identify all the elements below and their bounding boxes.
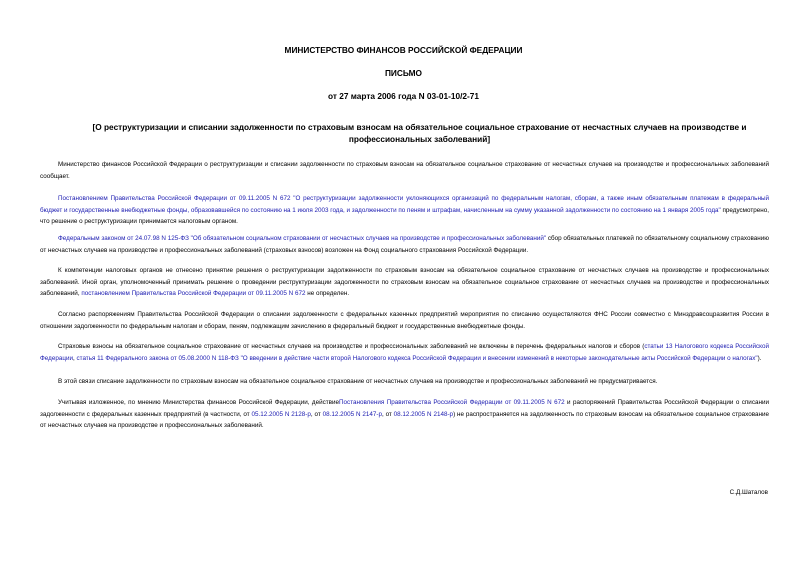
paragraph-text: К компетенции налоговых органов не отнесено принятие решения о реструктуризации задолженности по страховым взносам на обязательное социальное страхование от несчастных случаев на производстве и профессиональных заболеваний. Иной орган, уполномоченный принимать решение о проведении реструктуризации задолженности по страховым взносам на обязательное социальное страхование от несчастных случаев на производстве и профессиональных заболеваний, <box>40 267 769 298</box>
paragraph-text: ) не распространяется на задолженность по страховым взносам на обязательное социальное страхование от несчастных случаев на производстве и профессиональных заболеваний. <box>40 410 769 430</box>
paragraph-text: и распоряжений Правительства Российской Федерации о списании задолженности с федеральных казенных предприятий (в частности, от <box>40 399 769 418</box>
paragraph-5 <box>40 309 769 332</box>
paragraph-1 <box>40 159 769 182</box>
paragraph-text: , от <box>310 410 323 418</box>
document-link[interactable]: постановлением Правительства Российской Федерации от 09.11.2005 N 672 <box>81 290 306 298</box>
paragraph-text: , <box>72 354 77 362</box>
paragraph-text: Министерство финансов Российской Федерации о реструктуризации и списании задолженности по страховым взносам на обязательное социальное страхование от несчастных случаев на производстве и профессиональных заболеваний сообщает. <box>40 161 769 180</box>
document-link[interactable]: 08.12.2005 N 2148-р <box>393 410 454 418</box>
paragraph-7 <box>40 376 769 388</box>
paragraph-text: не определен. <box>305 290 350 298</box>
paragraph-2 <box>40 193 769 228</box>
paragraph-text: Учитывая изложенное, по мнению Министерства финансов Российской Федерации, действие <box>58 399 340 406</box>
paragraph-text: Согласно распоряжениям Правительства Российской Федерации о списании задолженности с федеральных казенных предприятий мероприятия по списанию осуществляются ФНС России совместно с Минздравсоцразвития России в отношении задолженности по федеральным налогам и сборам, пеням, подлежащим зачислению в федеральный бюджет и государственные внебюджетные фонды. <box>40 311 769 330</box>
document-date-number: от 27 марта 2006 года N 03-01-10/2-71 <box>327 91 480 101</box>
signature: С.Д.Шаталов <box>729 489 768 496</box>
document-link[interactable]: Постановлением Правительства Российской Федерации от 09.11.2005 N 672 "О реструктуризации задолженности уклоняющихся организаций по федеральным налогам, сборам, а также иным обязательным платежам в федеральный бюджет и государственные внебюджетные фонды, образовавшейся по состоянию на 1 июля 2003 года, и задолженности по пеням и штрафам, начисленным на сумму указанной задолженности по состоянию на 1 января 2005 года" <box>40 195 769 214</box>
document-link[interactable]: 05.12.2005 N 2128-р <box>251 410 311 418</box>
document-subject: [О реструктуризации и списании задолженности по страховым взносам на обязательное социальное страхование от несчастных случаев на производстве и профессиональных заболеваний] <box>92 122 747 144</box>
document-link[interactable]: статья 11 Федерального закона от 05.08.2000 N 118-ФЗ "О введении в действие части второй Налогового кодекса Российской Федерации и внесении изменений в некоторые законодательные акты Российской Федерации о налогах" <box>76 354 758 362</box>
document-type: ПИСЬМО <box>384 68 423 78</box>
document-link[interactable]: Постановления Правительства Российской Федерации от 09.11.2005 N 672 <box>339 399 565 406</box>
document-link[interactable]: статьи 13 Налогового кодекса Российской Федерации <box>40 343 769 362</box>
paragraph-text: , от <box>381 410 394 418</box>
paragraph-text: Страховые взносы на обязательное социальное страхование от несчастных случаев на производстве и профессиональных заболеваний не включены в перечень федеральных налогов и сборов ( <box>58 343 645 350</box>
paragraph-3 <box>40 233 769 256</box>
paragraph-text: В этой связи списание задолженности по страховым взносам на обязательное социальное страхование от несчастных случаев на производстве и профессиональных заболеваний не предусматривается. <box>58 378 658 385</box>
paragraph-text: сбор обязательных платежей по обязательному социальному страхованию от несчастных случаев на производстве и профессиональных заболеваний (страховых взносов) возложен на Фонд социального страхования Российской Федерации. <box>40 235 769 254</box>
paragraph-text: ). <box>757 354 762 362</box>
paragraph-text: предусмотрено, что решение о реструктуризации принимается налоговым органом. <box>40 206 769 226</box>
paragraph-6 <box>40 341 769 364</box>
document-link[interactable]: Федеральным законом от 24.07.98 N 125-ФЗ "Об обязательном социальном страховании от несчастных случаев на производстве и профессиональных заболеваний" <box>58 235 547 242</box>
paragraph-4 <box>40 265 769 300</box>
ministry-heading: МИНИСТЕРСТВО ФИНАНСОВ РОССИЙСКОЙ ФЕДЕРАЦИИ <box>284 45 523 55</box>
paragraph-8 <box>40 397 769 432</box>
document-link[interactable]: 08.12.2005 N 2147-р <box>322 410 382 418</box>
